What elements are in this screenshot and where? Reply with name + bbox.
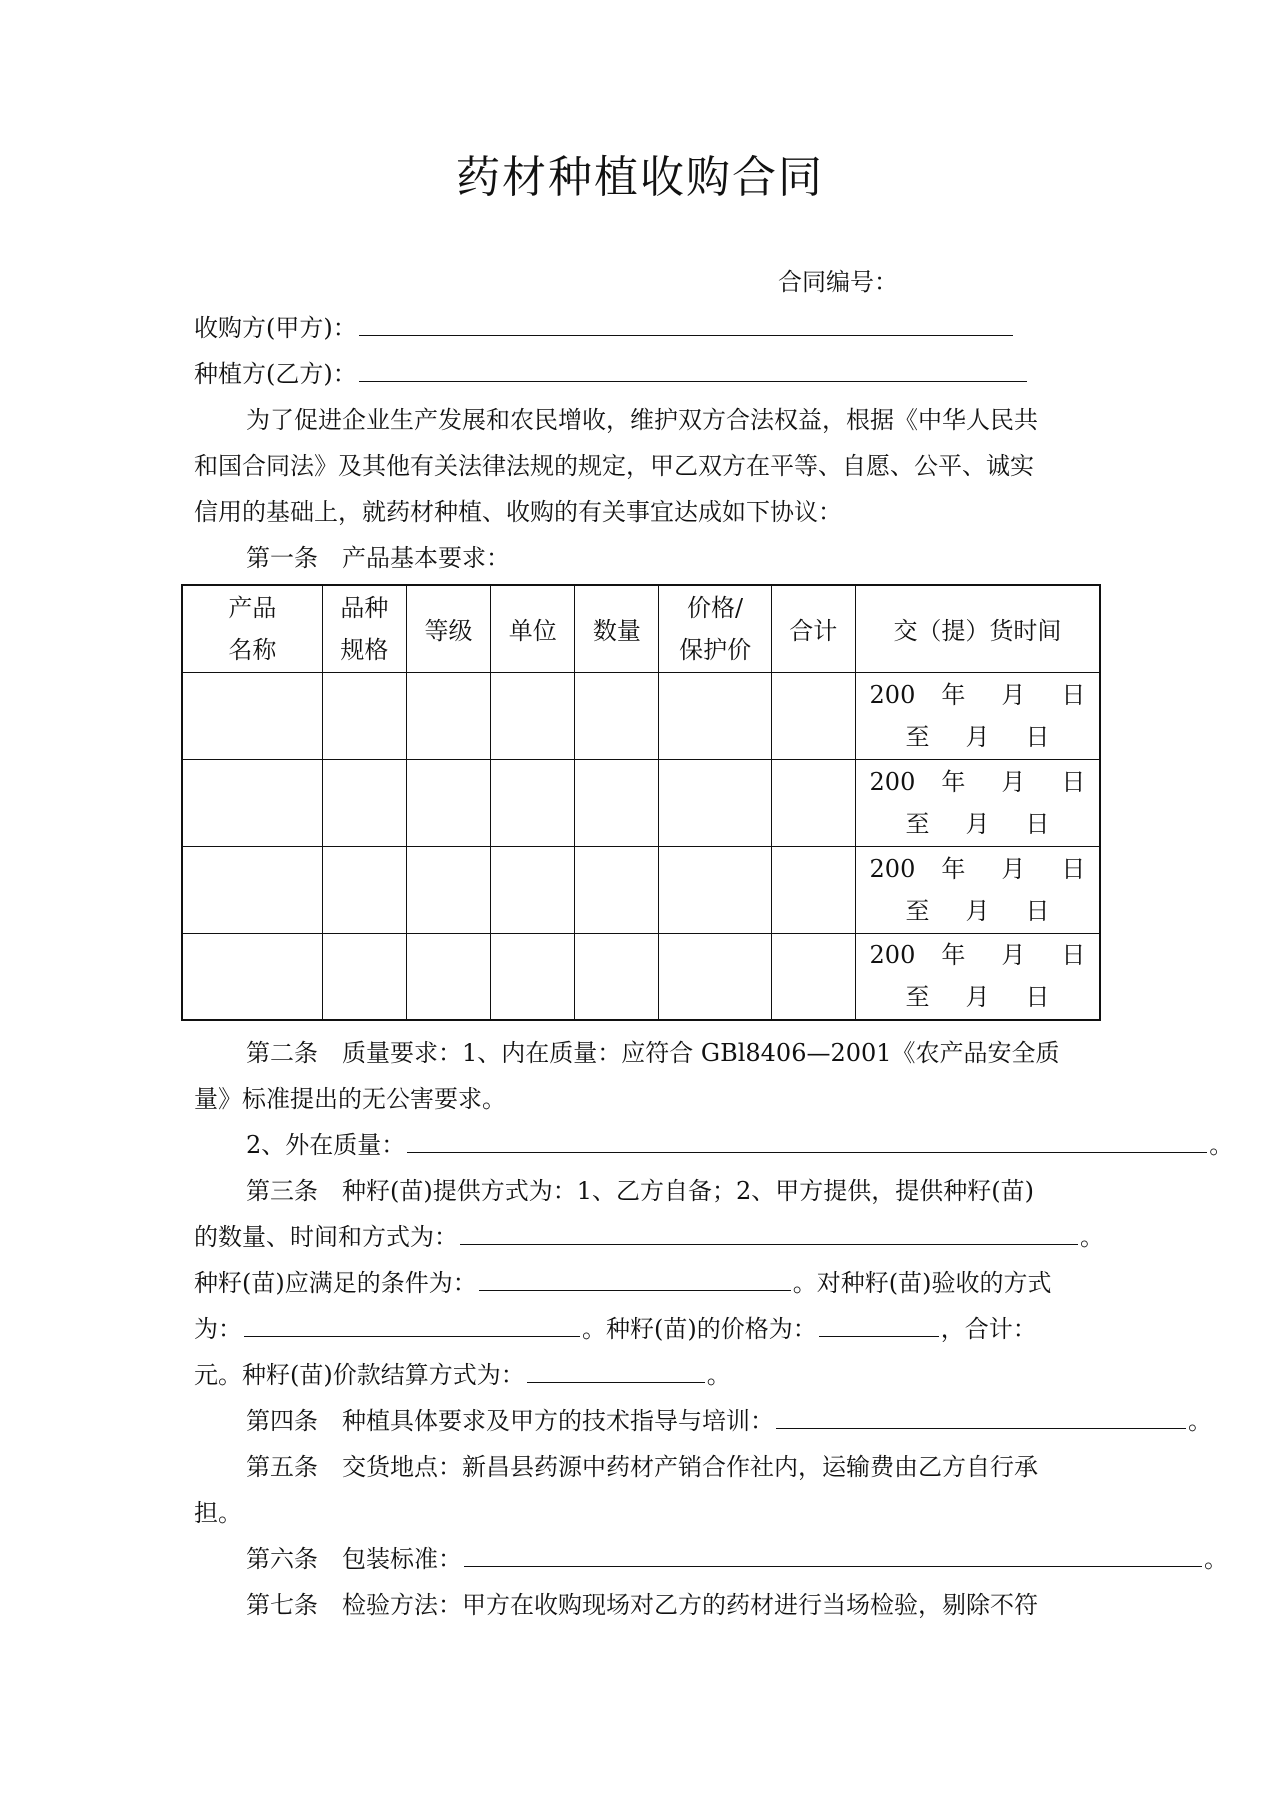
cell-unit[interactable] — [491, 933, 575, 1020]
intro-line-1: 为了促进企业生产发展和农民增收，维护双方合法权益，根据《中华人民共 — [246, 406, 1038, 434]
article-2-item-2: 2、外在质量： 。 — [246, 1127, 1233, 1163]
header-unit: 单位 — [491, 585, 575, 672]
intro-line-2: 和国合同法》及其他有关法律法规的规定，甲乙双方在平等、自愿、公平、诚实 — [194, 452, 1034, 480]
header-variety-spec: 品种 规格 — [322, 585, 406, 672]
product-requirements-table — [181, 584, 1101, 1021]
article-7-line-1: 第七条 检验方法：甲方在收购现场对乙方的药材进行当场检验，剔除不符 — [246, 1591, 1038, 1619]
cell-variety-spec[interactable] — [322, 672, 406, 759]
cell-quantity[interactable] — [575, 759, 659, 846]
article-4: 第四条 种植具体要求及甲方的技术指导与培训： 。 — [246, 1403, 1212, 1439]
cell-total[interactable] — [771, 672, 855, 759]
cell-total[interactable] — [771, 933, 855, 1020]
party-a-line — [194, 310, 1015, 346]
header-price: 价格/ 保护价 — [659, 585, 771, 672]
article-2-line-2: 量》标准提出的无公害要求。 — [194, 1085, 506, 1113]
header-quantity: 数量 — [575, 585, 659, 672]
cell-product-name[interactable] — [182, 933, 322, 1020]
article-6-label: 第六条 包装标准： — [246, 1545, 462, 1573]
planting-requirements-blank[interactable] — [776, 1404, 1186, 1429]
header-product-name: 产品 名称 — [182, 585, 322, 672]
contract-number-label: 合同编号： — [778, 268, 898, 296]
article-3-line-4: 为： 。种籽(苗)的价格为： ，合计： — [194, 1311, 1037, 1347]
cell-product-name[interactable] — [182, 759, 322, 846]
document-title: 药材种植收购合同 — [456, 152, 824, 203]
seed-settlement-label: 元。种籽(苗)价款结算方式为： — [194, 1361, 525, 1389]
party-a-blank[interactable] — [359, 311, 1013, 336]
cell-total[interactable] — [771, 846, 855, 933]
cell-variety-spec[interactable] — [322, 759, 406, 846]
header-total: 合计 — [771, 585, 855, 672]
article-5-line-2: 担。 — [194, 1499, 242, 1527]
table-row — [182, 933, 1100, 1020]
article-3-line-3: 种籽(苗)应满足的条件为： 。对种籽(苗)验收的方式 — [194, 1265, 1051, 1301]
seed-settlement-blank[interactable] — [527, 1358, 705, 1383]
seed-conditions-label: 种籽(苗)应满足的条件为： — [194, 1269, 477, 1297]
cell-delivery-time[interactable]: 200 年 月 日 至 月 日 — [855, 846, 1100, 933]
seed-quantity-label: 的数量、时间和方式为： — [194, 1223, 458, 1251]
cell-grade[interactable] — [406, 672, 490, 759]
external-quality-blank[interactable] — [407, 1128, 1207, 1153]
cell-quantity[interactable] — [575, 846, 659, 933]
seed-conditions-blank[interactable] — [479, 1266, 791, 1291]
cell-price[interactable] — [659, 846, 771, 933]
article-4-label: 第四条 种植具体要求及甲方的技术指导与培训： — [246, 1407, 774, 1435]
party-b-blank[interactable] — [359, 357, 1027, 382]
cell-total[interactable] — [771, 759, 855, 846]
article-3-line-5: 元。种籽(苗)价款结算方式为： 。 — [194, 1357, 731, 1393]
cell-price[interactable] — [659, 759, 771, 846]
cell-quantity[interactable] — [575, 933, 659, 1020]
cell-grade[interactable] — [406, 933, 490, 1020]
intro-line-3: 信用的基础上，就药材种植、收购的有关事宜达成如下协议： — [194, 498, 842, 526]
table-row — [182, 672, 1100, 759]
cell-product-name[interactable] — [182, 846, 322, 933]
external-quality-label: 2、外在质量： — [246, 1131, 406, 1159]
party-b-line — [194, 356, 1029, 392]
cell-delivery-time[interactable]: 200 年 月 日 至 月 日 — [855, 759, 1100, 846]
table-row — [182, 846, 1100, 933]
article-3-line-2: 的数量、时间和方式为： 。 — [194, 1219, 1104, 1255]
cell-delivery-time[interactable]: 200 年 月 日 至 月 日 — [855, 672, 1100, 759]
article-3-line-1: 第三条 种籽(苗)提供方式为：1、乙方自备；2、甲方提供，提供种籽(苗) — [246, 1177, 1034, 1205]
seed-quantity-blank[interactable] — [460, 1220, 1078, 1245]
seed-price-blank[interactable] — [819, 1312, 939, 1337]
table-header-row — [182, 585, 1100, 672]
party-b-label: 种植方(乙方)： — [194, 360, 357, 388]
article-6: 第六条 包装标准： 。 — [246, 1541, 1228, 1577]
table-row — [182, 759, 1100, 846]
cell-unit[interactable] — [491, 846, 575, 933]
cell-grade[interactable] — [406, 846, 490, 933]
party-a-label: 收购方(甲方)： — [194, 314, 357, 342]
cell-unit[interactable] — [491, 672, 575, 759]
article-1-heading: 第一条 产品基本要求： — [246, 544, 510, 572]
contract-number — [778, 264, 898, 300]
cell-quantity[interactable] — [575, 672, 659, 759]
packaging-standard-blank[interactable] — [464, 1542, 1202, 1567]
seed-acceptance-blank[interactable] — [244, 1312, 580, 1337]
cell-unit[interactable] — [491, 759, 575, 846]
article-5-line-1: 第五条 交货地点：新昌县药源中药材产销合作社内，运输费由乙方自行承 — [246, 1453, 1038, 1481]
cell-delivery-time[interactable]: 200 年 月 日 至 月 日 — [855, 933, 1100, 1020]
header-grade: 等级 — [406, 585, 490, 672]
cell-price[interactable] — [659, 672, 771, 759]
cell-variety-spec[interactable] — [322, 933, 406, 1020]
cell-variety-spec[interactable] — [322, 846, 406, 933]
article-2-line-1: 第二条 质量要求：1、内在质量：应符合 GBl8406—2001《农产品安全质 — [246, 1039, 1060, 1067]
header-delivery-time: 交（提）货时间 — [855, 585, 1100, 672]
cell-price[interactable] — [659, 933, 771, 1020]
cell-grade[interactable] — [406, 759, 490, 846]
cell-product-name[interactable] — [182, 672, 322, 759]
